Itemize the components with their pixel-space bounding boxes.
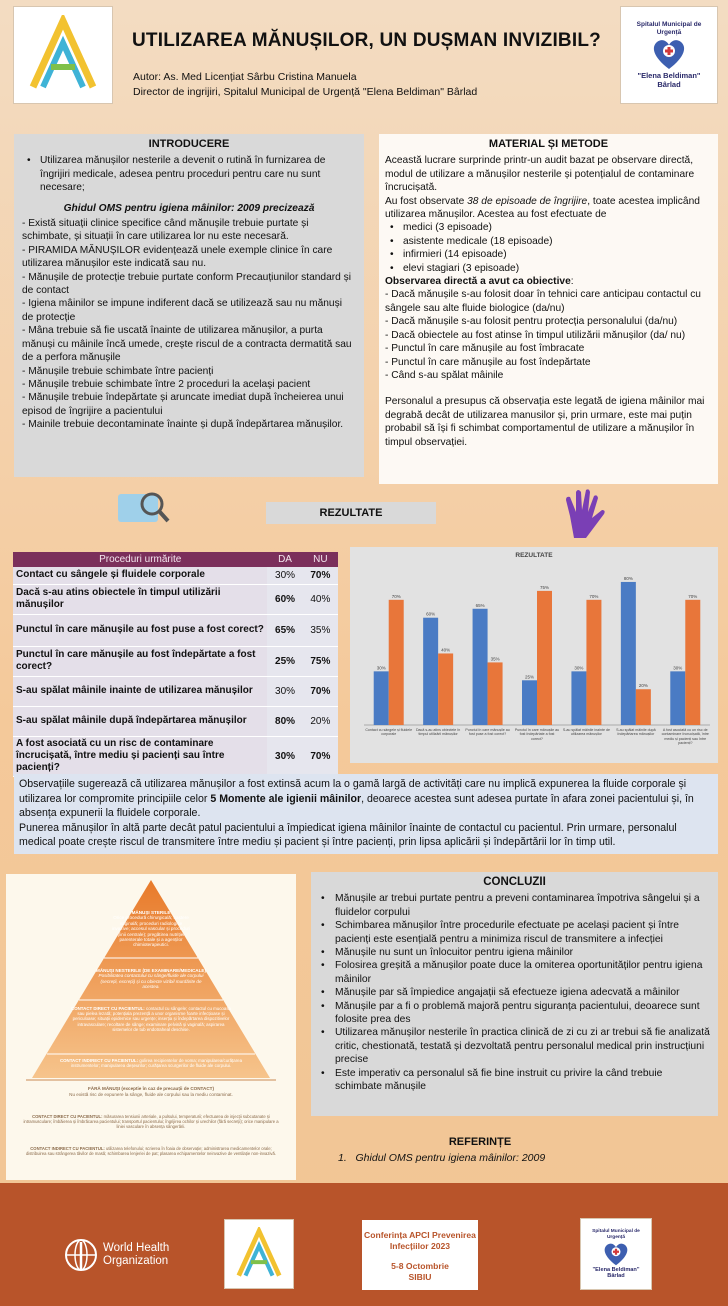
methods-para2: Au fost observate 38 de episoade de îngrijire, toate acestea implicând utilizarea mănușilor. Acestea au fost efectuate de bbox=[385, 195, 700, 221]
pyramid-level-text: Orice procedură chirurgicală; naștere vaginală; proceduri radiologice invazive; accesul vascular și proceduri (linii centrale); pregătirea nutriției parenterale totale și a agenților chimioterapeutici. bbox=[111, 915, 191, 948]
chart-value-label: 75% bbox=[539, 584, 550, 590]
table-row bbox=[13, 706, 338, 736]
methods-panel bbox=[379, 134, 718, 484]
apci-footer-logo-icon bbox=[232, 1227, 286, 1281]
intro-line: - PIRAMIDA MĂNUȘILOR evidențează unele exemple clinice în care utilizarea mănușilor este indicată sau nu. bbox=[22, 244, 333, 270]
objective-line: - Punctul în care mănușile au fost îndepărtate bbox=[385, 356, 591, 368]
procedure-cell: Dacă s-au atins obiectele în timpul utilizării mănușilor bbox=[13, 584, 267, 614]
chart-bar bbox=[522, 680, 537, 725]
chart-bar bbox=[621, 582, 636, 725]
hospital-logo-arc-text: Spitalul Municipal de Urgență bbox=[636, 21, 702, 36]
observations-para2: Punerea mănușilor în altă parte decât patul pacientului a împiedicat igiena mâinilor înainte de contactul cu pacientul. Prin urmare, personalul medical poate crește riscul de transmitere între mediu și pacient și între pacienți, prin lipsa aplicării și îndepărtării lor în timp util. bbox=[19, 821, 677, 849]
role-line: Director de ingrijiri, Spitalul Municipal de Urgență "Elena Beldiman" Bârlad bbox=[133, 86, 478, 98]
hospital-footer-city: Bârlad bbox=[607, 1273, 625, 1279]
conference-box bbox=[362, 1220, 478, 1290]
da-cell: 80% bbox=[267, 706, 302, 736]
objective-line: - Dacă mănușile s-au folosit pentru protecția personalului (da/nu) bbox=[385, 316, 678, 328]
chart-bar bbox=[537, 591, 552, 725]
reference-item: 1. Ghidul OMS pentru igiena mâinilor: 2009 bbox=[338, 1152, 546, 1164]
pyramid-level bbox=[111, 910, 191, 948]
procedure-cell: Punctul în care mănușile au fost puse a fost corect? bbox=[13, 614, 267, 646]
pyramid-level-title: FĂRĂ MĂNUȘI (exceptie în caz de precauții de CONTACT) bbox=[87, 1086, 214, 1091]
procedure-cell: S-au spălat mâinile inainte de utilizarea mănușilor bbox=[13, 676, 267, 706]
results-table bbox=[13, 552, 338, 777]
poster-title: UTILIZAREA MĂNUȘILOR, UN DUȘMAN INVIZIBIL? bbox=[132, 30, 601, 51]
conclusions-panel bbox=[311, 872, 718, 1116]
conclusion-item: • Mănușile nu sunt un înlocuitor pentru igiena mâinilor bbox=[319, 946, 710, 959]
conclusions-list bbox=[319, 892, 710, 1093]
nu-cell: 75% bbox=[303, 646, 338, 676]
methods-para1: Această lucrare surprinde printr-un audit bazat pe observare directă, modul de utilizare a mănușilor nesterile și potențialul de contaminare încrucișată. bbox=[385, 155, 695, 194]
hospital-footer-arc: Spitalul Municipal de Urgență bbox=[592, 1229, 640, 1240]
chart-value-label: 65% bbox=[475, 602, 485, 608]
pyramid-level-text: golirea recipientelor de voma; manipularea/curățarea instrumentelor; manipularea deșeurilor; curățarea scurgerilor de fluide ale corpului. bbox=[70, 1058, 243, 1069]
who-line1: World Health bbox=[103, 1242, 170, 1254]
conclusion-item: • Mănușile ar trebui purtate pentru a preveni contaminarea împotriva sângelui și a fluidelor corpului bbox=[319, 892, 710, 919]
chart-value-label: 60% bbox=[426, 611, 436, 617]
authors bbox=[133, 70, 477, 100]
chart-value-label: 70% bbox=[688, 593, 698, 599]
apci-footer-logo bbox=[224, 1219, 294, 1289]
staff-list bbox=[385, 221, 712, 275]
staff-item: • asistente medicale (18 episoade) bbox=[385, 235, 712, 248]
conclusion-item: • Schimbarea mănușilor între procedurile efectuate pe același pacient și între pacienți este esențială pentru a minimiza riscul de transmitere a infecției bbox=[319, 919, 710, 946]
methods-heading: MATERIAL ȘI METODE bbox=[488, 138, 609, 150]
methods-closing: Personalul a presupus că observația este legată de igiena mâinilor mai degrabă decât de utilizarea manusilor și, prin urmare, este mai puțin probabil să își fi schimbat comportamentul de utilizare a mănușilor în timpul observației. bbox=[385, 396, 705, 448]
conclusion-item: • Este imperativ ca personalul să fie bine instruit cu privire la când trebuie schimbate mănușile bbox=[319, 1067, 710, 1094]
table-row bbox=[13, 676, 338, 706]
pyramid-level-text: Nu există risc de expunere la sânge, fluide ale corpului sau la mediu contaminat. bbox=[69, 1091, 233, 1097]
objective-line: - Dacă obiectele au fost atinse în timpul utilizării mănușilor (da/ nu) bbox=[385, 329, 686, 341]
da-cell: 25% bbox=[267, 646, 302, 676]
da-cell: 30% bbox=[267, 736, 302, 776]
chart-bar bbox=[389, 600, 404, 725]
pyramid-level bbox=[50, 1058, 252, 1068]
procedure-cell: Contact cu sângele și fluidele corporale bbox=[13, 567, 267, 584]
pyramid-level bbox=[94, 968, 208, 990]
nu-cell: 20% bbox=[303, 706, 338, 736]
procedure-cell: A fost asociată cu un risc de contaminare încrucișată, între mediu și pacienți sau între pacienți? bbox=[13, 736, 267, 776]
chart-value-label: 70% bbox=[589, 593, 599, 599]
hospital-heart-icon bbox=[649, 37, 689, 71]
da-cell: 30% bbox=[267, 567, 302, 584]
procedure-cell: Punctul în care mănușile au fost îndepărtate a fost corect? bbox=[13, 646, 267, 676]
chart-bar bbox=[473, 609, 488, 725]
intro-line: - Mâna trebuie să fie uscată înainte de utilizarea mănușilor, a purta mănuși cu mâinile încă umede, crește riscul de a contracta dermatită sau de a perfora mănușile bbox=[22, 325, 352, 364]
references-panel bbox=[330, 1136, 630, 1164]
table-row bbox=[13, 567, 338, 584]
hospital-logo-city: Bârlad bbox=[657, 80, 681, 89]
table-row bbox=[13, 736, 338, 776]
conference-city: SIBIU bbox=[408, 1272, 432, 1282]
apci-logo bbox=[13, 6, 113, 104]
staff-item: • medici (3 episoade) bbox=[385, 221, 712, 234]
intro-line: - Mănușile trebuie schimbate între pacienți bbox=[22, 365, 214, 377]
chart-category-label: A fost asociată cu un risc de contaminare încrucișată, între mediu și pacienți sau între pacienți? bbox=[661, 728, 709, 746]
who-line2: Organization bbox=[103, 1255, 169, 1267]
table-header: Proceduri urmărite bbox=[13, 552, 267, 567]
chart-value-label: 70% bbox=[391, 593, 401, 599]
pyramid-level-title: MĂNUȘI NESTERILE (DE EXAMINARE/MEDICALE) bbox=[96, 968, 206, 973]
da-cell: 65% bbox=[267, 614, 302, 646]
pyramid-level bbox=[20, 1114, 282, 1130]
procedure-cell: S-au spălat mâinile după îndepărtarea mănușilor bbox=[13, 706, 267, 736]
chart-category-label: Contact cu sângele și fluidele corporale bbox=[365, 728, 413, 737]
conclusions-heading: CONCLUZII bbox=[483, 876, 546, 888]
intro-line: - Mainile trebuie decontaminate înainte și după îndepărtarea mănușilor. bbox=[22, 419, 344, 431]
conference-line2: Infecțiilor 2023 bbox=[389, 1241, 451, 1251]
pyramid-level-text: Posibilitatea contactului cu sânge/fluide ale corpului (secreții, excreții) și cu obiecte vizibil murdărite de acestea. bbox=[98, 973, 204, 990]
nu-cell: 40% bbox=[303, 584, 338, 614]
chart-bar bbox=[685, 600, 700, 725]
conclusion-item: • Mănușile par a fi o problemă majoră pentru siguranța pacientului, deoarece sunt folosite prea des bbox=[319, 1000, 710, 1027]
staff-item: • infirmieri (14 episoade) bbox=[385, 248, 712, 261]
intro-bullet: • Utilizarea mănușilor nesterile a devenit o rutină în furnizarea de îngrijiri medicale, adesea pentru proceduri pentru care nu sunt necesare; bbox=[22, 154, 356, 194]
pyramid-level-text: contactul cu sângele; contactul cu mucoasa sau pielea lezată; potențiala prezență a unor organisme foarte infecțioase și periculoase; situații epidemice sau urgențe; inserția și îndepărtarea dispozitivelor intravasculare; recoltare de sânge; examinare pelvină și vaginală; aspirarea sistemelor de tub endotraheal deschise. bbox=[72, 1006, 231, 1032]
pyramid-level-title: CONTACT INDIRECT CU PACIENTUL: bbox=[59, 1058, 139, 1063]
pyramid-level-text: utilizarea telefonului; scrierea în foaia de observație; administrarea medicamentelor orale; distribuirea sau strângerea tăvilor de masă; schimbarea lenjeriei de pat; plasarea echipamentelor neinvazive de ventilație non-invazivă. bbox=[26, 1146, 276, 1157]
intro-line: - Mănușile trebuie îndepărtate și aruncate imediat după încheierea unui episod de îngrijire a pacientului bbox=[22, 392, 344, 417]
objective-line: - Când s-au spălat mâinile bbox=[385, 369, 504, 381]
who-logo bbox=[64, 1232, 182, 1278]
magnifier-illustration bbox=[116, 490, 172, 526]
pyramid-level bbox=[70, 1006, 232, 1032]
chart-value-label: 20% bbox=[638, 683, 648, 689]
pyramid-level-text: măsurarea tensiunii arteriale, a pulsului, temperaturii; efectuarea de injecții subcutanate și intramusculare; îmbăierea și îmbrăcarea pacientului; transportul pacientului; îngrijirea ochilor și urechilor (fără secreții); orice manipulare a liniei vasculare în absența sângerării. bbox=[23, 1114, 279, 1130]
glove-pyramid bbox=[6, 874, 296, 1180]
intro-line: - Mănușile de protecție trebuie purtate conform Precauțiunilor standard și de contact bbox=[22, 271, 351, 297]
results-chart bbox=[350, 547, 718, 763]
table-header: NU bbox=[303, 552, 338, 567]
who-guideline-heading: Ghidul OMS pentru igiena mâinilor: 2009 precizează bbox=[63, 202, 315, 214]
conclusion-item: • Folosirea greșită a mănușilor poate duce la omiterea oportunităților pentru igiena mâinilor bbox=[319, 959, 710, 986]
observations-panel bbox=[14, 774, 718, 854]
chart-category-label: Punctul în care mănușile au fost puse a fost corect? bbox=[465, 728, 510, 737]
observations-para1: Observațiile sugerează că utilizarea mănușilor a fost extinsă acum la o gamă largă de activități care nu implică expunerea la fluide corporale și utilizarea lor compromite principiile celor 5 Momente ale igienii mâinilor, deoarece acestea sunt adesea purtate în afara zonei pacientului și, în absența expunerii la fluidele corporale. bbox=[19, 778, 694, 820]
intro-heading: INTRODUCERE bbox=[148, 138, 230, 150]
pyramid-level-title: CONTACT INDIRECT CU PACIENTUL: bbox=[30, 1146, 105, 1151]
chart-value-label: 30% bbox=[574, 665, 584, 671]
chart-bar bbox=[670, 671, 685, 725]
pyramid-level-title: CONTACT DIRECT CU PACIENTUL: bbox=[71, 1006, 145, 1011]
chart-value-label: 25% bbox=[524, 674, 535, 680]
pyramid-level bbox=[20, 1146, 282, 1156]
chart-category-label: Dacă s-au atins obiectele în timpul utilizării mănușilor bbox=[415, 728, 461, 737]
who-emblem-icon bbox=[64, 1238, 98, 1272]
conclusion-item: • Utilizarea mănușilor nesterile în practica clinică de zi cu zi ar trebui să fie analizată critic, chestionată, testată și dezvoltată pentru personalul medical prin instrucțiuni precise bbox=[319, 1026, 710, 1066]
chart-bar bbox=[636, 689, 651, 725]
nu-cell: 70% bbox=[303, 676, 338, 706]
chart-bar bbox=[374, 671, 389, 725]
conference-line1: Conferința APCI Prevenirea bbox=[364, 1230, 476, 1240]
objectives-heading: Observarea directă a avut ca obiective: bbox=[385, 276, 574, 288]
conference-date: 5-8 Octombrie bbox=[391, 1261, 449, 1271]
intro-line: - Igiena mâinilor se impune indiferent dacă se utilizează sau nu mănuși de protecție bbox=[22, 298, 342, 323]
objective-line: - Punctul în care mănușile au fost îmbracate bbox=[385, 343, 585, 355]
results-heading: REZULTATE bbox=[266, 502, 436, 524]
chart-bar bbox=[488, 662, 503, 725]
pyramid-level-title: MĂNUȘI STERILE bbox=[131, 910, 171, 915]
pyramid-level bbox=[20, 1086, 282, 1097]
intro-panel bbox=[14, 134, 364, 477]
staff-item: • elevi stagiari (3 episoade) bbox=[385, 262, 712, 275]
chart-bar bbox=[423, 618, 438, 725]
da-cell: 60% bbox=[267, 584, 302, 614]
table-header: DA bbox=[267, 552, 302, 567]
hospital-footer-heart-icon bbox=[601, 1241, 631, 1267]
references-heading: REFERINȚE bbox=[448, 1136, 512, 1148]
pyramid-level-title: CONTACT DIRECT CU PACIENTUL: bbox=[32, 1114, 103, 1119]
table-row bbox=[13, 646, 338, 676]
chart-bar bbox=[438, 653, 453, 725]
intro-line: - Există situații clinice specifice când mănușile trebuie purtate și schimbate, și situații în care utilizarea lor nu este necesară. bbox=[22, 218, 309, 243]
chart-category-label: S-au spălat mâinile după îndepărtarea mănușilor bbox=[616, 728, 656, 737]
chart-value-label: 30% bbox=[673, 665, 683, 671]
da-cell: 30% bbox=[267, 676, 302, 706]
hospital-footer-logo bbox=[580, 1218, 652, 1290]
objective-line: - Dacă mănușile s-au folosit doar în tehnici care anticipau contactul cu sângele sau alte fluide biologice (da/nu) bbox=[385, 289, 701, 314]
chart-bar bbox=[571, 671, 586, 725]
chart-value-label: 80% bbox=[623, 575, 633, 581]
hospital-logo-name: "Elena Beldiman" bbox=[637, 71, 701, 80]
chart-value-label: 35% bbox=[490, 656, 500, 662]
chart-value-label: 30% bbox=[376, 665, 386, 671]
results-chart-svg bbox=[350, 547, 718, 763]
nu-cell: 70% bbox=[303, 567, 338, 584]
chart-value-label: 40% bbox=[441, 647, 451, 653]
conclusion-item: • Mănușile par să împiedice angajații să efectueze igiena adecvată a mâinilor bbox=[319, 986, 710, 999]
hospital-footer-name: "Elena Beldiman" bbox=[592, 1267, 640, 1273]
chart-category-label: Punctul în care mănușile au fost îndepărtate a fost corect? bbox=[514, 728, 560, 741]
chart-title: REZULTATE bbox=[515, 552, 553, 559]
apci-logo-icon bbox=[23, 15, 103, 95]
chart-bar bbox=[586, 600, 601, 725]
nu-cell: 70% bbox=[303, 736, 338, 776]
nu-cell: 35% bbox=[303, 614, 338, 646]
table-row bbox=[13, 584, 338, 614]
table-row bbox=[13, 614, 338, 646]
glove-illustration bbox=[556, 486, 616, 542]
hospital-logo bbox=[620, 6, 718, 104]
chart-category-label: S-au spălat mâinile inainte de utilizarea mănușilor bbox=[562, 728, 610, 737]
intro-line: - Mănușile trebuie schimbate între 2 proceduri la acelaşi pacient bbox=[22, 378, 311, 390]
author-line: Autor: As. Med Licențiat Sârbu Cristina Manuela bbox=[133, 71, 357, 83]
